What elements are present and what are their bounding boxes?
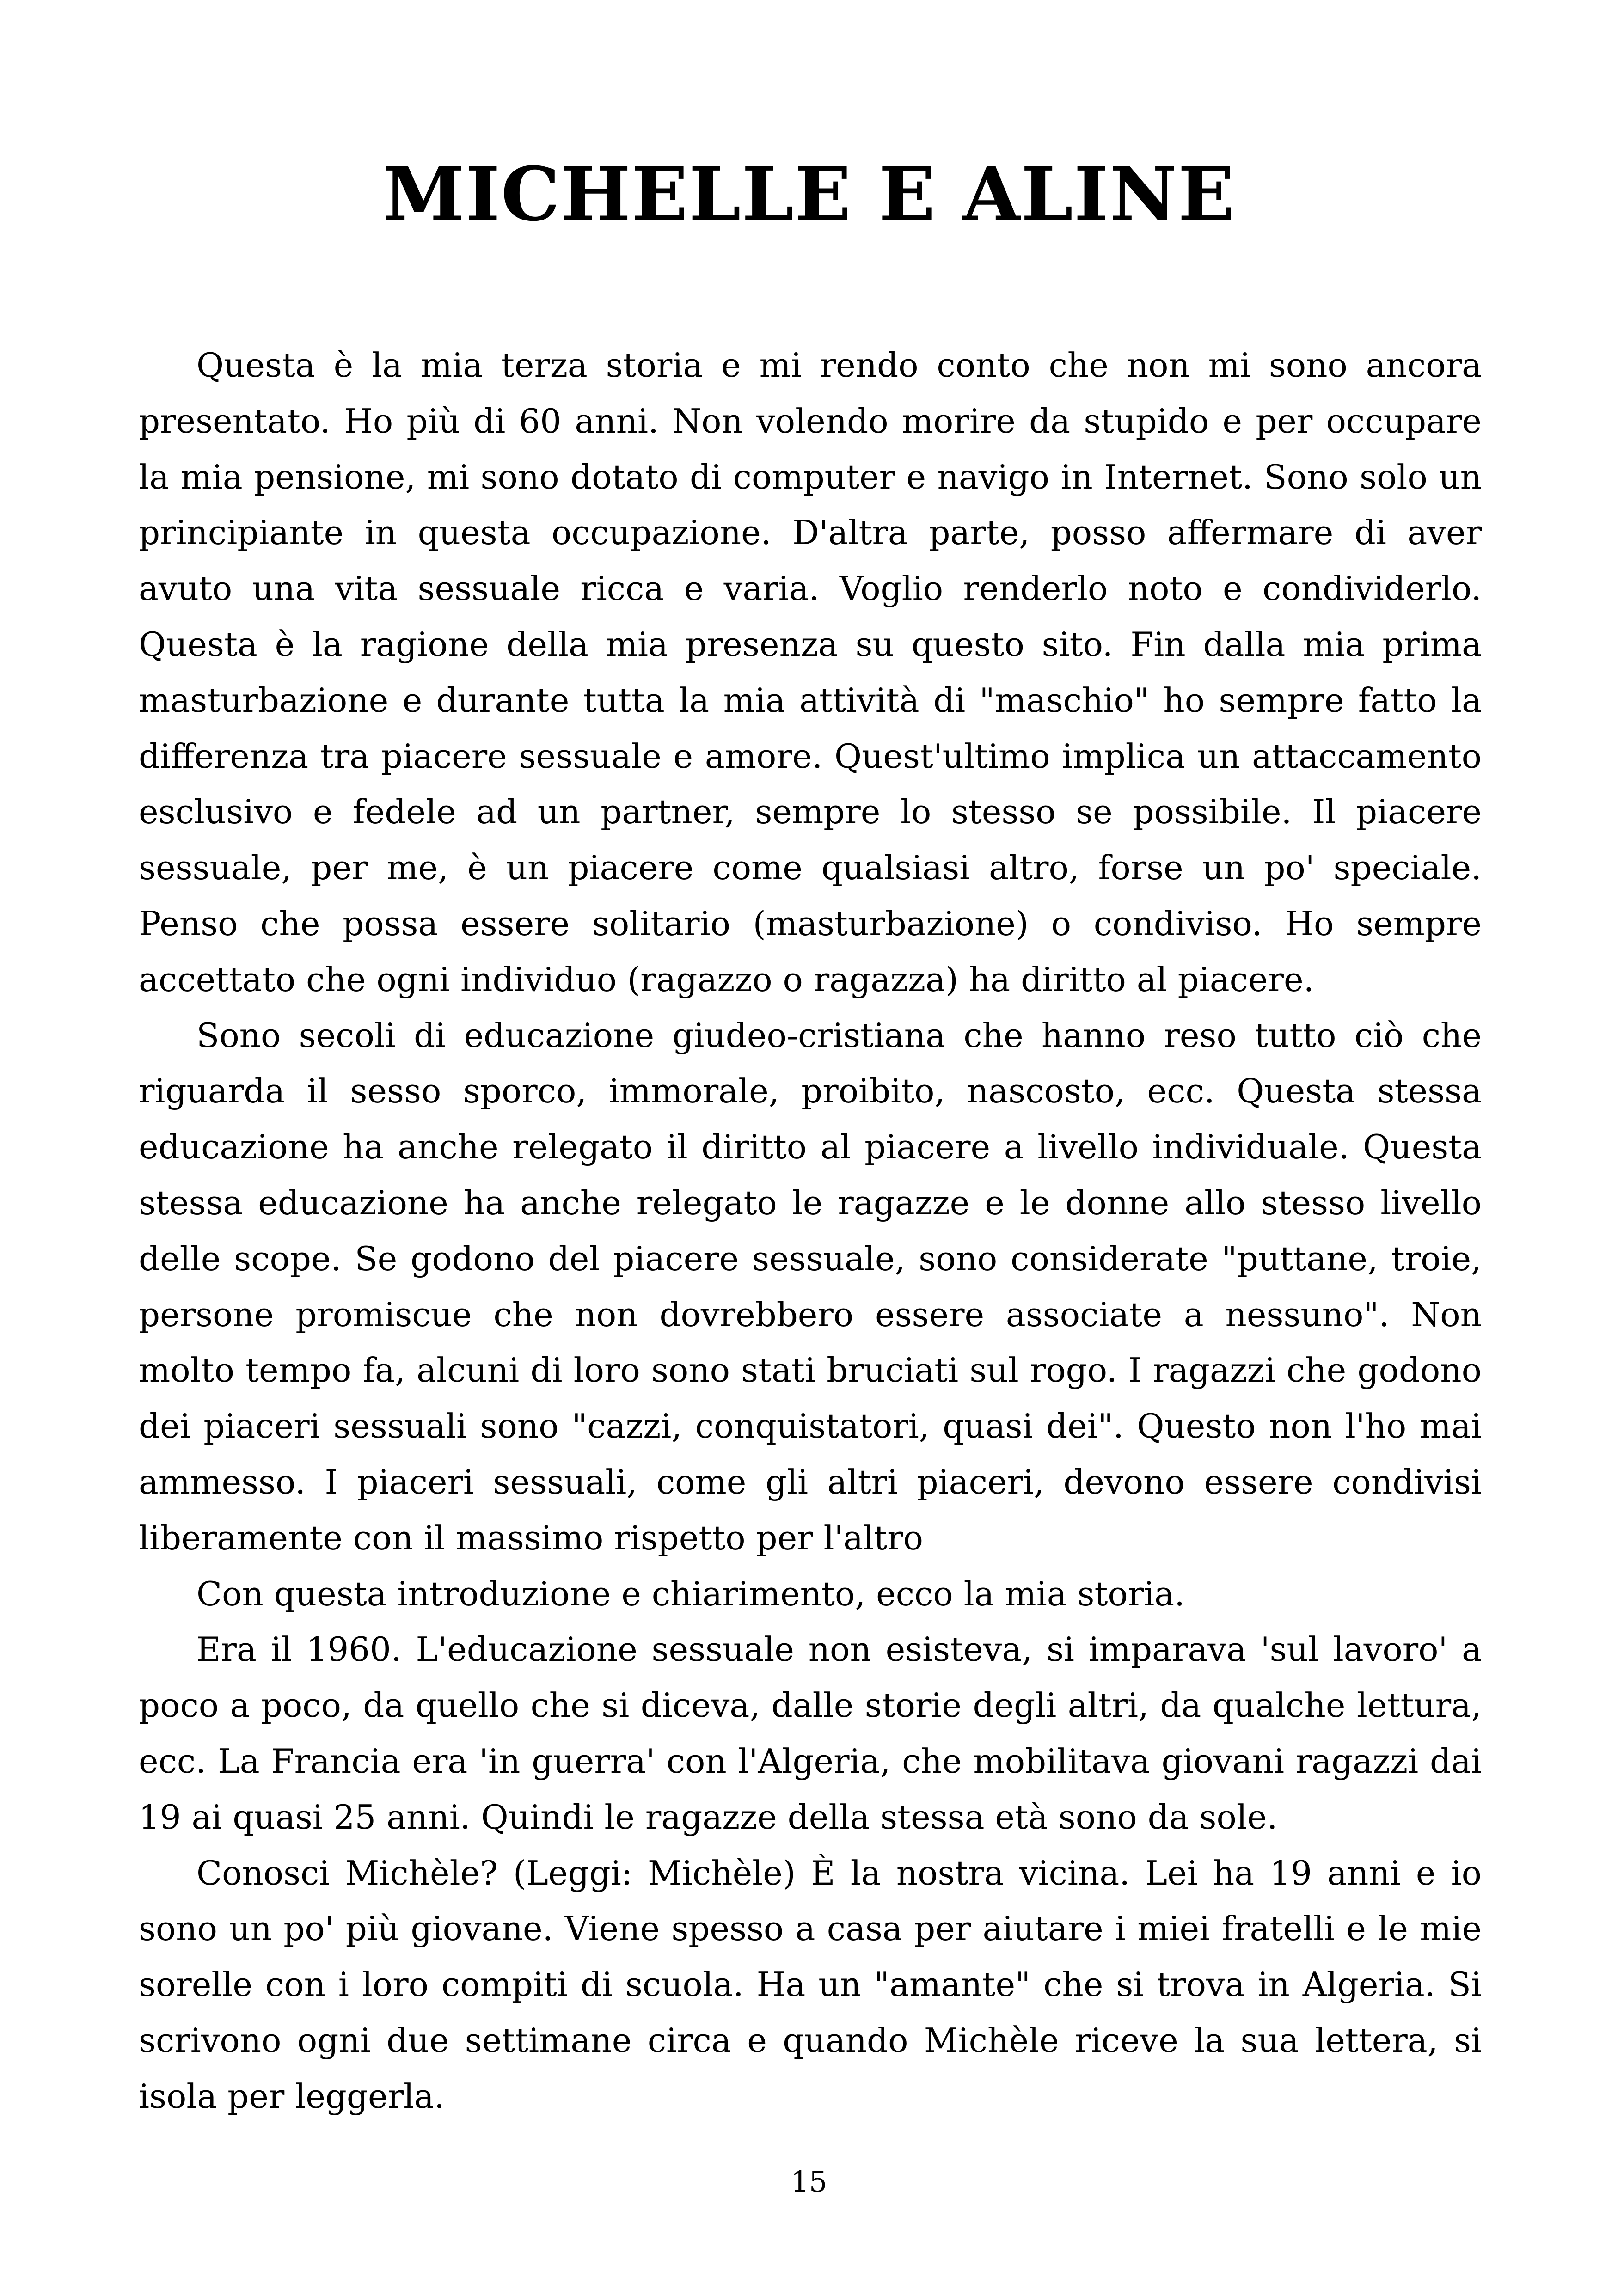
body-text (139, 337, 1482, 2125)
paragraph-5: Conosci Michèle? (Leggi: Michèle) È la nostra vicina. Lei ha 19 anni e io sono un po' più giovane. Viene spesso a casa per aiutare i miei fratelli e le mie sorelle con i loro compiti di scuola. Ha un "amante" che si trova in Algeria. Si scrivono ogni due settimane circa e quando Michèle riceve la sua lettera, si isola per leggerla. (139, 1853, 1482, 2116)
paragraph-4: Era il 1960. L'educazione sessuale non esisteva, si imparava 'sul lavoro' a poco a poco, da quello che si diceva, dalle storie degli altri, da qualche lettura, ecc. La Francia era 'in guerra' con l'Algeria, che mobilitava giovani ragazzi dai 19 ai quasi 25 anni. Quindi le ragazze della stessa età sono da sole. (139, 1630, 1482, 1837)
paragraph-3: Con questa introduzione e chiarimento, ecco la mia storia. (196, 1574, 1185, 1613)
paragraph-2: Sono secoli di educazione giudeo-cristiana che hanno reso tutto ciò che riguarda il sesso sporco, immorale, proibito, nascosto, ecc. Questa stessa educazione ha anche relegato il diritto al piacere a livello individuale. Questa stessa educazione ha anche relegato le ragazze e le donne allo stesso livello delle scope. Se godono del piacere sessuale, sono considerate "puttane, troie, persone promiscue che non dovrebbero essere associate a nessuno". Non molto tempo fa, alcuni di loro sono stati bruciati sul rogo. I ragazzi che godono dei piaceri sessuali sono "cazzi, conquistatori, quasi dei". Questo non l'ho mai ammesso. I piaceri sessuali, come gli altri piaceri, devono essere condivisi liberamente con il massimo rispetto per l'altro (139, 1016, 1482, 1557)
paragraph-1: Questa è la mia terza storia e mi rendo conto che non mi sono ancora presentato. Ho più di 60 anni. Non volendo morire da stupido e per occupare la mia pensione, mi sono dotato di computer e navigo in Internet. Sono solo un principiante in questa occupazione. D'altra parte, posso affermare di aver avuto una vita sessuale ricca e varia. Voglio renderlo noto e condividerlo. Questa è la ragione della mia presenza su questo sito. Fin dalla mia prima masturbazione e durante tutta la mia attività di "maschio" ho sempre fatto la differenza tra piacere sessuale e amore. Quest'ultimo implica un attaccamento esclusivo e fedele ad un partner, sempre lo stesso se possibile. Il piacere sessuale, per me, è un piacere come qualsiasi altro, forse un po' speciale. Penso che possa essere solitario (masturbazione) o condiviso. Ho sempre accettato che ogni individuo (ragazzo o ragazza) ha diritto al piacere. (139, 346, 1482, 999)
page-number: 15 (791, 2165, 827, 2198)
page-title: MICHELLE E ALINE (382, 151, 1236, 238)
